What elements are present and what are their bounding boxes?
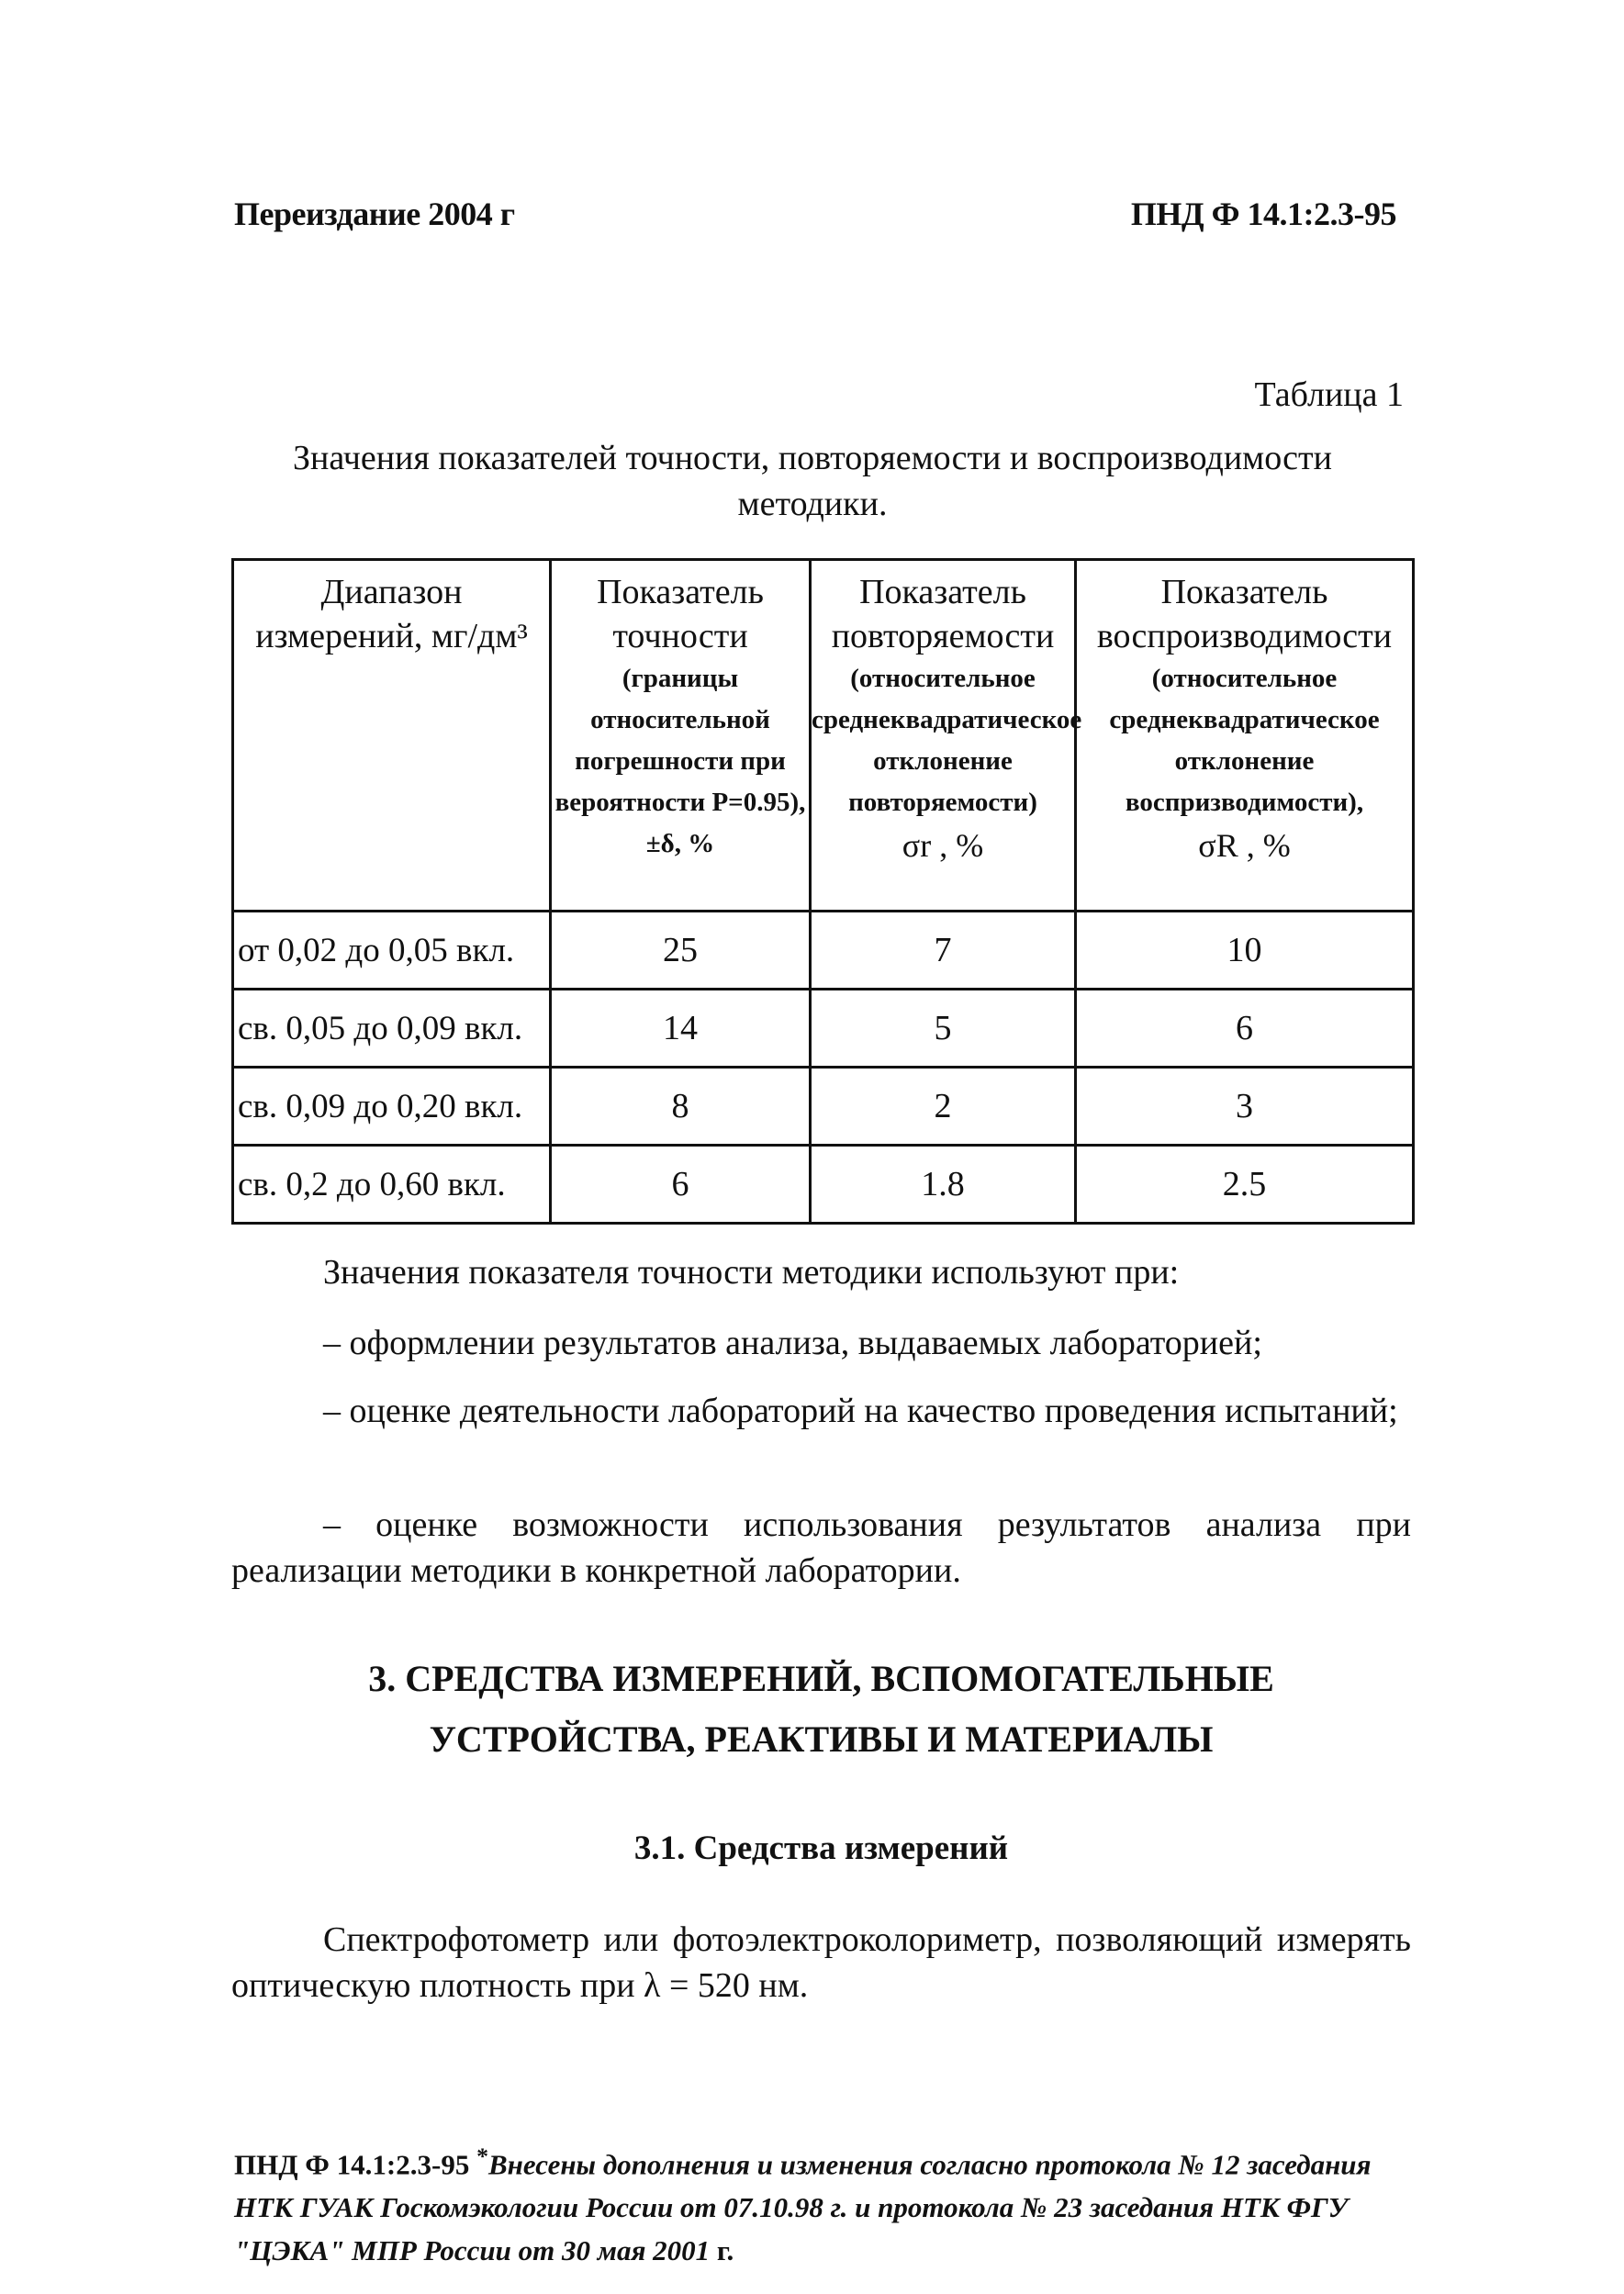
- column-header-title: Показатель воспроизводимости: [1096, 573, 1393, 655]
- header-edition: Переиздание 2004 г: [234, 196, 515, 232]
- column-header-note: (границы относительной погрешности при вероятности Р=0.95),±δ, %: [554, 664, 806, 858]
- footer-amendment-text: Внесены дополнения и изменения согласно протокола № 12 заседания НТК ГУАК Госкомэкологии России от 07.10.98 г. и протокола № 23 заседания НТК ФГУ "ЦЭКА" МПР России от 30 мая 2001: [234, 2148, 1372, 2267]
- column-header-repeatability: [811, 560, 1082, 912]
- cell-accuracy: 14: [551, 990, 811, 1068]
- cell-accuracy: 25: [551, 912, 811, 990]
- column-header-range: [233, 560, 551, 912]
- body-list-item: – оценке возможности использования результатов анализа при реализации методики в конкретной лаборатории.: [231, 1505, 1411, 1590]
- cell-accuracy: 6: [551, 1146, 811, 1224]
- cell-range: св. 0,2 до 0,60 вкл.: [233, 1146, 551, 1224]
- column-header-accuracy: [551, 560, 811, 912]
- cell-repeatability: 7: [811, 912, 1076, 990]
- table-row: [233, 1068, 1414, 1146]
- footer-asterisk: *: [476, 2143, 488, 2169]
- cell-repeatability: 1.8: [811, 1146, 1076, 1224]
- table-caption: Значения показателей точности, повторяемости и воспроизводимости методики.: [293, 439, 1332, 523]
- column-header-note: (относительное среднеквадратическое отклонение воспризводимости),: [1109, 664, 1380, 817]
- body-list-item: – оформлении результатов анализа, выдаваемых лабораторией;: [323, 1324, 1262, 1362]
- accuracy-table: [231, 558, 1415, 1225]
- footer-document-code: ПНД Ф 14.1:2.3-95: [234, 2148, 470, 2181]
- column-header-reproducibility: [1076, 560, 1414, 912]
- section-text: Спектрофотометр или фотоэлектроколориметр, позволяющий измерять оптическую плотность при λ = 520 нм.: [231, 1920, 1411, 2005]
- subsection-heading: 3.1. Средства измерений: [633, 1830, 1009, 1867]
- table-number: Таблица 1: [1254, 375, 1404, 414]
- cell-reproducibility: 3: [1076, 1068, 1414, 1146]
- table-header-row: [233, 560, 1414, 912]
- footer-note: [234, 2134, 1414, 2272]
- column-header-symbol: σr , %: [902, 827, 984, 864]
- column-header-symbol: σR , %: [1198, 827, 1291, 864]
- cell-range: св. 0,09 до 0,20 вкл.: [233, 1068, 551, 1146]
- cell-reproducibility: 2.5: [1076, 1146, 1414, 1224]
- header-document-code: ПНД Ф 14.1:2.3-95: [1130, 196, 1396, 232]
- column-header-title: Показатель повторяемости: [831, 573, 1055, 655]
- column-header-title: Диапазон измерений, мг/дм³: [255, 573, 528, 655]
- table-row: [233, 990, 1414, 1068]
- cell-range: от 0,02 до 0,05 вкл.: [233, 912, 551, 990]
- column-header-title: Показатель точности: [597, 573, 764, 655]
- table-row: [233, 1146, 1414, 1224]
- body-intro: Значения показателя точности методики используют при:: [323, 1253, 1180, 1292]
- footer-tail: г.: [716, 2234, 734, 2267]
- cell-repeatability: 5: [811, 990, 1076, 1068]
- cell-range: св. 0,05 до 0,09 вкл.: [233, 990, 551, 1068]
- column-header-note: (относительное среднеквадратическое отклонение повторяемости): [812, 664, 1082, 817]
- cell-reproducibility: 10: [1076, 912, 1414, 990]
- section-heading-line2: УСТРОЙСТВА, РЕАКТИВЫ И МАТЕРИАЛЫ: [429, 1718, 1214, 1760]
- section-heading-line1: 3. СРЕДСТВА ИЗМЕРЕНИЙ, ВСПОМОГАТЕЛЬНЫЕ: [368, 1658, 1274, 1699]
- body-list-item: – оценке деятельности лабораторий на качество проведения испытаний;: [323, 1392, 1398, 1430]
- cell-accuracy: 8: [551, 1068, 811, 1146]
- table-row: [233, 912, 1414, 990]
- cell-repeatability: 2: [811, 1068, 1076, 1146]
- cell-reproducibility: 6: [1076, 990, 1414, 1068]
